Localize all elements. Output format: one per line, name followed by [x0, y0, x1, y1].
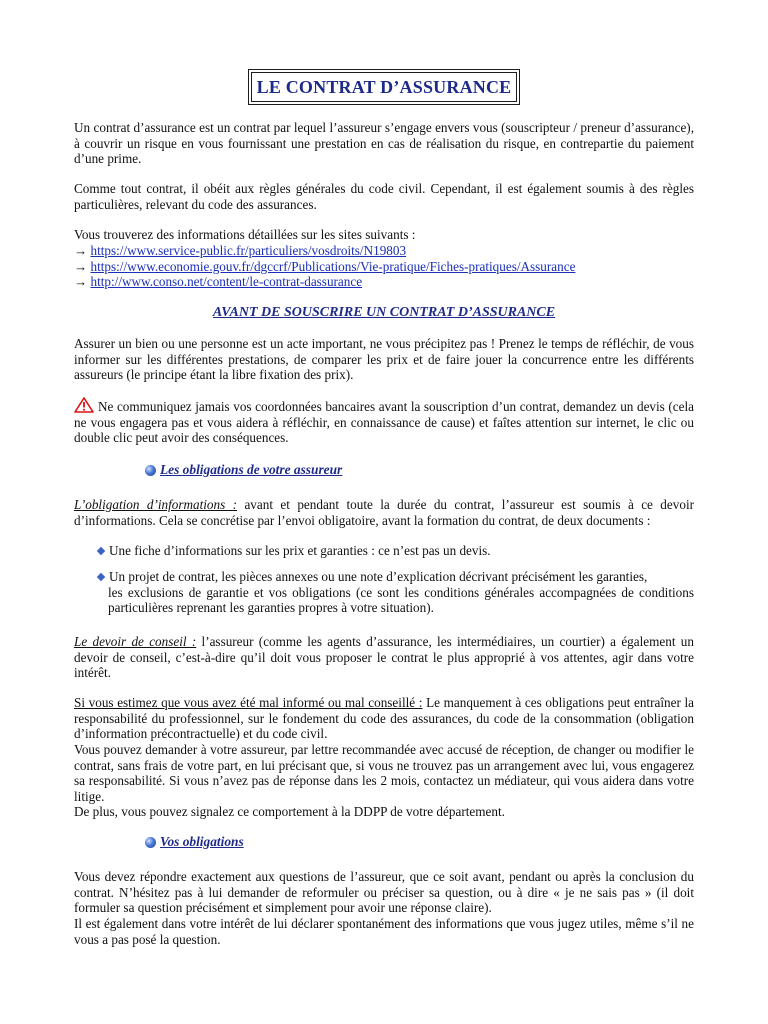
link-item	[74, 259, 694, 275]
mal-informe-paragraph	[74, 695, 694, 742]
obligation-information-text: avant et pendant toute la durée du contrat, l’assureur est soumis à ce devoir d’informations. Cela se concrétise par l’envoi obligatoire, avant la formation du contrat, de deux documents :	[74, 497, 694, 528]
warning-text: Ne communiquez jamais vos coordonnées bancaires avant la souscription d’un contrat, demandez un devis (cela ne vous engagera pas et vous aidera à réfléchir, en connaissance de cause) et faîtes attention sur internet, le clic ou double clic peut avoir des conséquences.	[74, 399, 694, 446]
document-title: LE CONTRAT D’ASSURANCE	[256, 76, 512, 97]
warning-triangle-icon	[74, 397, 94, 413]
bullet-fiche-informations	[98, 543, 694, 559]
warning-paragraph	[74, 397, 694, 446]
obligation-information-label: L’obligation d’informations :	[74, 497, 238, 512]
section-title-avant-souscrire: AVANT DE SOUSCRIRE UN CONTRAT D’ASSURANCE	[212, 305, 556, 320]
intro-paragraph-2: Comme tout contrat, il obéit aux règles générales du code civil. Cependant, il est également soumis à des règles particulières, relevant du code des assurances.	[74, 181, 694, 212]
devoir-conseil-text: l’assureur (comme les agents d’assurance, les intermédiaires, un courtier) a également un devoir de conseil, c’est-à-dire qu’il doit vous proposer le contrat le plus approprié à vos attentes, agir dans votre intérêt.	[74, 634, 694, 681]
bullet-projet-contrat	[98, 569, 694, 616]
title-box	[248, 69, 520, 105]
intro-paragraph-3: Vous trouverez des informations détaillées sur les sites suivants :	[74, 227, 416, 242]
subtitle-text: Les obligations de votre assureur	[160, 462, 343, 477]
devoir-conseil-paragraph	[74, 634, 694, 681]
devoir-conseil-label: Le devoir de conseil :	[74, 634, 197, 649]
bullet-text: Une fiche d’informations sur les prix et garanties : ce n’est pas un devis.	[109, 543, 491, 558]
blue-diamond-icon	[97, 573, 105, 581]
obligation-information-paragraph	[74, 497, 694, 528]
subtitle-obligations-assureur	[145, 462, 342, 478]
bullet-text-first: Un projet de contrat, les pièces annexes ou une note d’explication décrivant précisément les garanties,	[109, 569, 648, 584]
mal-informe-text: Le manquement à ces obligations peut entraîner la responsabilité du professionnel, sur le fondement du code des assurances, du code de la consommation (obligation d’information précontractuelle) et du code civil.	[74, 695, 695, 742]
link-economie[interactable]: https://www.economie.gouv.fr/dgccrf/Publications/Vie-pratique/Fiches-pratiques/Assurance	[90, 258, 576, 274]
links-list	[74, 243, 694, 290]
vos-obligations-paragraph-2: Il est également dans votre intérêt de lui déclarer spontanément des informations que vous jugez utiles, même s’il ne vous a pas posé la question.	[74, 916, 694, 947]
blue-diamond-icon	[97, 547, 105, 555]
blue-ball-icon	[145, 465, 156, 476]
vos-obligations-paragraph-1: Vous devez répondre exactement aux questions de l’assureur, que ce soit avant, pendant ou après la conclusion du contrat. N’hésitez pas à lui demander de reformuler ou préciser sa question, ou à dire « je ne sais pas » (il doit formuler sa question précisément et simplement pour avoir une réponse claire).	[74, 869, 694, 916]
subtitle-vos-obligations	[145, 834, 244, 850]
arrow-icon: →	[74, 274, 91, 290]
bullet-text-rest: les exclusions de garantie et vos obligations (ce sont les conditions générales accompagnées de conditions particulières reprenant les garanties propres à votre situation).	[108, 584, 694, 616]
subtitle-text: Vos obligations	[160, 834, 244, 849]
link-service-public[interactable]: https://www.service-public.fr/particuliers/vosdroits/N19803	[90, 243, 407, 258]
link-item	[74, 243, 694, 259]
intro-paragraph-1: Un contrat d’assurance est un contrat par lequel l’assureur s’engage envers vous (souscripteur / preneur d’assurance), à couvrir un risque en vous fournissant une prestation en cas de réalisation du risque, en contrepartie du paiement d’une prime.	[74, 120, 694, 167]
demander-assureur-paragraph: Vous pouvez demander à votre assureur, par lettre recommandée avec accusé de réception, de changer ou modifier le contrat, sans frais de votre part, en lui précisant que, si vous ne trouvez pas un arrangement avec lui, vous engagerez sa responsabilité. Si vous n’avez pas de réponse dans les 2 mois, contactez un médiateur, qui vous aidera dans votre litige.	[74, 742, 694, 804]
link-item	[74, 274, 694, 290]
blue-ball-icon	[145, 837, 156, 848]
arrow-icon: →	[74, 243, 91, 258]
mal-informe-label: Si vous estimez que vous avez été mal informé ou mal conseillé :	[74, 695, 423, 710]
section1-paragraph: Assurer un bien ou une personne est un acte important, ne vous précipitez pas ! Prenez le temps de réfléchir, de vous informer sur les différentes prestations, de comparer les prix et de faire jouer la concurrence entre les différents assureurs (le principe étant la libre fixation des prix).	[74, 336, 694, 383]
arrow-icon: →	[74, 258, 91, 274]
ddpp-paragraph: De plus, vous pouvez signalez ce comportement à la DDPP de votre département.	[74, 804, 505, 819]
link-conso[interactable]: http://www.conso.net/content/le-contrat-dassurance	[90, 274, 363, 290]
